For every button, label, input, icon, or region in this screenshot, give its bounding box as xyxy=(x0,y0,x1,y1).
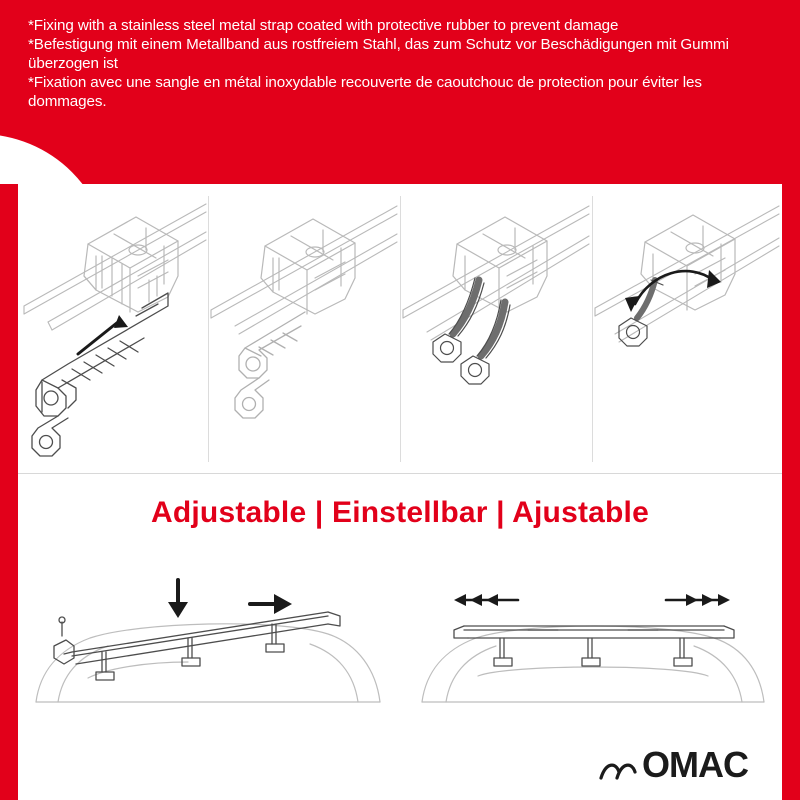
step-4-tighten-rotate xyxy=(593,184,782,474)
assembly-steps-row xyxy=(18,184,782,474)
figure-adjust-height xyxy=(28,552,398,732)
banner-line-en: *Fixing with a stainless steel metal strap coated with protective rubber to prevent damage xyxy=(28,17,619,34)
figure-step-3 xyxy=(401,184,592,474)
banner-line-de: *Befestigung mit einem Metallband aus rostfreiem Stahl, das zum Schutz vor Beschädigungen mit Gummi überzogen ist xyxy=(28,36,733,72)
figure-step-4 xyxy=(593,184,782,474)
brand-logo xyxy=(598,744,748,785)
brand-name: OMAC xyxy=(642,744,748,785)
banner-line-fr: *Fixation avec une sangle en métal inoxydable recouverte de caoutchouc de protection pour éviter les dommages. xyxy=(28,74,706,110)
adjust-height-diagram xyxy=(28,552,398,732)
banner-text-block xyxy=(28,16,776,111)
adjust-width-diagram xyxy=(408,552,778,732)
page-title: Adjustable | Einstellbar | Ajustable xyxy=(151,496,649,529)
figure-adjust-width xyxy=(408,552,778,732)
top-banner xyxy=(0,0,800,184)
banner-corner-cut xyxy=(0,134,110,184)
step-2-strap-alone xyxy=(209,184,400,474)
adjustability-row xyxy=(18,552,782,732)
figure-step-2 xyxy=(209,184,400,474)
step-3-strap-wrapped xyxy=(401,184,592,474)
omac-swoosh-icon xyxy=(598,756,638,780)
figures-panel xyxy=(18,184,782,800)
step-1-insert-strap xyxy=(18,184,208,474)
figure-step-1 xyxy=(18,184,208,474)
